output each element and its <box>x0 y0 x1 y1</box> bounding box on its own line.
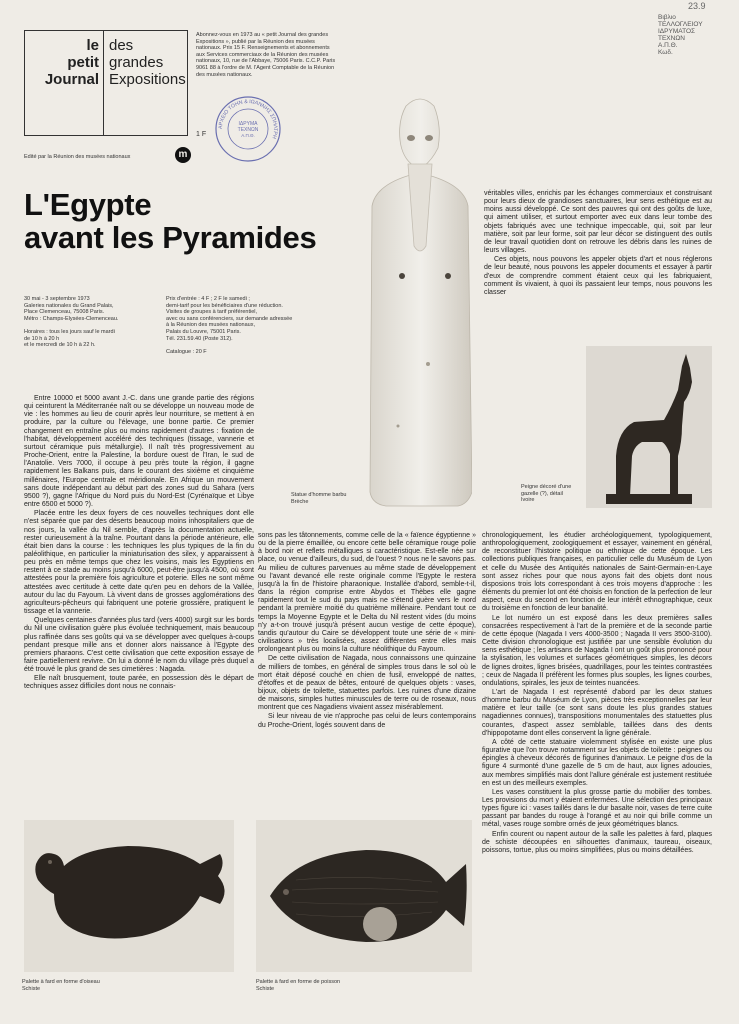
fish-palette-image <box>256 820 472 972</box>
publisher-logo: m <box>175 147 191 163</box>
paragraph: Placée entre les deux foyers de ces nouvelles techniques dont elle n'est séparée que par des déserts beaucoup moins inhospitaliers que de nos jours, la vallée du Nil semble, d'après la documentation actuelle, rester curieusement à la traîne. Pourtant dans la période antérieure, elle était bien dans la course : les techniques les plus typiques de la fin du paléolithique, en particulier la miniaturisation des silex, y apparaissent à peu près en même temps que chez les voisins, mais les Egyptiens en restent à ce stade au moins jusqu'à 6000, peut-être jusqu'à 4500, où sont attestées pour la première fois agriculture et poterie. Elles ne sont même attestées avec certitude à cette date qu'en peu en dehors de la Vallée, autour du lac du Fayoum. Là vivent dans de grosses agglomérations des agriculteurs-pêcheurs qui fabriquent une poterie grossière, pratiquent le tissage et la vannerie. <box>24 510 254 616</box>
column-2-text <box>258 532 476 731</box>
archive-ref-line: ΤΕΧΝΩΝ <box>658 35 685 42</box>
paragraph: Entre 10000 et 5000 avant J.-C. dans une grande partie des régions qui ceinturent la Méditerranée naît ou se développe un nouveau mode de vie : les hommes au lieu de courir après leur nourriture, se mettent à en produire, par la culture ou l'élevage, une bonne partie. Ce premier changement en entraîne plus ou moins rapidement d'autres : fixation de l'habitat, développement accéléré des techniques (tissage, vannerie et surtout céramique puis métallurgie). Il naît très progressivement au Proche-Orient, entre la Palestine, la bordure ouest de l'Iran, le sud de l'Anatolie. Vers 7000, il occupe à peu près toute la région, il gagne rapidement les Balkans puis, dans le courant des sixième et cinquième millénaires, l'Europe centrale et méridionale. En Afrique un mouvement sans doute indépendant au début part des zones sud du Sahara (vers 9500 ?), gagne l'Afrique du Nord puis du Nord-Est (Cyrénaïque et Libye entre 6500 et 5000 ?). <box>24 395 254 509</box>
masthead-line: petit <box>67 54 99 71</box>
column-3-bottom-text <box>482 532 712 856</box>
exhibition-dates-hours: 30 mai - 3 septembre 1973 Galeries nationales du Grand Palais, Place Clemenceau, 75008 Paris. Métro : Champs-Elysées-Clemenceau. Horaires : tous les jours sauf le mardi de 10 h à 20 h et le mercredi de 10 h à 22 h. <box>24 296 119 349</box>
subscription-notice: Abonnez-vous en 1973 au « petit Journal des grandes Expositions », publié par la Réunion des musées nationaux. Prix 15 F. Renseignements et abonnements aux Services commerciaux de la Réunion des musées nationaux, 10, rue de l'Abbaye, 75006 Paris. C.C.P. Paris 9061 88 à l'ordre de M. l'Agent Comptable de la Réunion des musées nationaux. <box>196 32 336 78</box>
stamp-ring-text: ΑΡΧΕΙΟ ΤΟΗΝ & ΙΩΑΝΝΗΣ ΣΠΗΛΤΡΗ <box>217 98 279 140</box>
title-line: L'Egypte <box>24 187 152 222</box>
paragraph: A côté de cette statuaire violemment stylisée en existe une plus figurative que l'on trouve notamment sur les objets de toilette : peignes ou épingles à cheveux décorés de figurines d'animaux. Le peigne d'os de la figure 4 surmonté d'une gazelle de 5 cm de haut, aux lignes adoucies, aux membres simplifiés mais dont l'allure générale est justement restituée en est un des meilleurs exemples. <box>482 738 712 787</box>
masthead-line: grandes <box>109 54 164 71</box>
paragraph: Ces objets, nous pouvons les appeler objets d'art et nous réglerons de leur beauté, nous pouvons les appeler documents et essayer à partir d'eux de comprendre comment étaient ceux qui les fabriquaient, comment ils vivaient, à quoi ils passaient leur temps, nous pouvons les classer <box>484 256 712 296</box>
stamp-line: ΤΕΧΝΩΝ <box>237 127 259 133</box>
archive-ref-line: Κωδ. <box>658 49 673 56</box>
masthead-divider <box>103 31 104 135</box>
masthead-line: des <box>109 37 134 54</box>
masthead <box>24 30 188 136</box>
caption-statue: Statue d'homme barbu Brèche <box>291 492 347 505</box>
paragraph: Enfin courent ou napent autour de la salle les palettes à fard, plaques de schiste découpées en silhouettes d'animaux, taureau, oiseaux, poissons, tortue, plus ou moins simplifiées, plus ou moins détaillées. <box>482 830 712 854</box>
bird-palette-image <box>24 820 234 972</box>
price: 1 F <box>196 131 207 138</box>
exhibition-prices: Prix d'entrée : 4 F ; 2 F le samedi ; demi-tarif pour les bénéficiaires d'une réduction. Visites de groupes à tarif préférentiel, avec ou sans conférenciers, sur demande adressée à la Réunion des musées nationaux, Palais du Louvre, 75001 Paris. Tél. 231.59.40 (Poste 312). Catalogue : 20 F <box>166 296 293 355</box>
column-3-top-text <box>484 190 712 298</box>
paragraph: chronologiquement, les étudier archéologiquement, typologiquement, anthropologiquement, zoologiquement et essayer, vainement en général, de reconstituer l'histoire politique ou ethnique de cette époque. Les collections publiques françaises, en particulier celle du Muséum de Lyon et celle du Musée des Antiquités nationales de Saint-Germain-en-Laye sont assez riches pour que nous ayons fait des objets dont nous disposions trois lots correspondant à ces trois moyens d'approche : les éléments du premier lot ont été choisis en fonction de la perfection de leur aspect, ceux du second en fonction de leur intérêt ethnographique, ceux du troisième en fonction de leur banalité. <box>482 532 712 613</box>
paragraph: véritables villes, enrichis par les échanges commerciaux et construisant pour leurs dieux de grandioses sanctuaires, leur sens esthétique est au moins aussi développé. Ce sont des pauvres qui ont des goûts de luxe, qui aiment utiliser, et surtout emporter avec eux dans leur tombe des objets fabriqués avec une technique impeccable, qui, soit par leur matière, soit par leur forme, soit par leur décor se distinguent des outils de leur travail quotidien dont on retrouve les débris dans les ruines de leurs villages. <box>484 190 712 255</box>
bird-palette-photo <box>24 820 234 972</box>
caption-fish-palette: Palette à fard en forme de poisson Schiste <box>256 979 341 992</box>
statue-bearded-man-image <box>368 96 472 508</box>
title-line: avant les Pyramides <box>24 220 317 255</box>
archive-number: 23.9 <box>688 1 706 11</box>
paragraph: L'art de Nagada I est représenté d'abord par les deux statues d'homme barbu du Muséum de Lyon, pièces très exceptionnelles par leur matière et leur taille (ce sont sans doute les plus grandes statues nagadiennes connues), transpositions monumentales des statuettes plus courantes, d'aspect assez semblable, taillées dans des dents d'hippopotame dont elles conservent la ligne générale. <box>482 688 712 737</box>
masthead-line: Journal <box>44 71 99 88</box>
archive-ref-line: ΙΔΡΥΜΑΤΟΣ <box>658 28 696 35</box>
stamp-line: Α.Π.Θ. <box>241 133 255 138</box>
publisher-note: Edité par la Réunion des musées nationaux <box>24 154 131 160</box>
fish-palette-photo <box>256 820 472 972</box>
masthead-line: Expositions <box>109 71 186 88</box>
paragraph: Les vases constituent la plus grosse partie du mobilier des tombes. Les provisions du mort y étaient enfermées. Une sélection des principaux types figure ici : vases taillés dans le dur basalte noir, vases de terre cuite passant par bandes du rouge à l'orangé et au noir qui brille comme un métal, vases rouge sombre ornés de jeux géométriques blancs. <box>482 788 712 829</box>
stamp-line: ΙΔΡΥΜΑ <box>238 121 258 127</box>
gazelle-comb-image <box>586 346 712 508</box>
archive-ref-line: Α.Π.Θ. <box>658 42 678 49</box>
gazelle-comb-photo <box>586 346 712 508</box>
caption-gazelle: Peigne décoré d'une gazelle (?), détail Ivoire <box>521 484 572 503</box>
masthead-le-petit-journal <box>45 37 99 88</box>
paragraph: Elle naît brusquement, toute parée, en possession dès le départ de techniques assez difficiles dont nous ne connais- <box>24 675 254 691</box>
paragraph: Le lot numéro un est exposé dans les deux premières salles consacrées respectivement à l'art de la première et de la seconde partie de cette époque (Nagada I vers 4000-3500 ; Nagada II vers 3500-3100). Cette division chronologique est justifiée par une sensible évolution du sens esthétique ; les artisans de Nagada I ont un goût plus prononcé pour la stylisation, les volumes et surfaces géométriques simples, les décors de lignes droites, lignes brisées, quadrillages, pour les teintes contrastées ; ceux de Nagada II préfèrent les formes plus souples, les lignes courbes, ondulations, spirales, les jeux de teintes nuancées. <box>482 614 712 687</box>
paragraph: sons pas les tâtonnements, comme celle de la « faïence égyptienne » ou de la pierre émaillée, ou encore cette belle céramique rouge polie à bord noir et reflets métalliques si caractéristique. Est-elle née sur place, ou venue d'ailleurs, du sud, de l'ouest ? nous ne le savons pas. Au milieu de cultures parvenues au même stade de développement ou l'avant devancé elle reste originale comme l'Egypte le restera jusqu'à la fin de l'histoire pharaonique. Installée d'abord, semble-t-il, dans la région comprise entre Abydos et Thèbes elle gagne rapidement tout le sud du pays mais ne s'étend guère vers le nord pendant la première moitié du quatrième millénaire. Pendant tout ce temps la Moyenne Egypte et le Delta du Nil restent vides (du moins n'y a-t-on trouvé jusqu'à présent aucun vestige de cette époque), tandis qu'autour du Caire se développent toute une série de « mini-civilisations » très localisées, assez différentes entre elles mais prolongeant plus ou moins la culture néolithique du Fayoum. <box>258 532 476 654</box>
archive-ref-line: ΤΕΛΛΟΓΛΕΙΟΥ <box>658 21 703 28</box>
paragraph: De cette civilisation de Nagada, nous connaissons une quinzaine de milliers de tombes, en général de simples trous dans le sol où le mort était déposé couché en chien de fusil, enveloppé de nattes, d'étoffes et de peaux de bêtes, entouré de quelques objets : vases, bijoux, objets de toilette, statuettes parfois. Les ruines d'une dizaine de maisons, simples huttes minuscules de terre ou de roseaux, nous montrent que ces Nagadiens vivaient assez misérablement. <box>258 655 476 712</box>
archive-stamp <box>214 95 282 163</box>
archive-reference <box>658 14 734 56</box>
archive-ref-line: Βιβλιο <box>658 14 676 21</box>
paragraph: Si leur niveau de vie n'approche pas celui de leurs contemporains du Proche-Orient, logés souvent dans de <box>258 713 476 729</box>
paragraph: Quelques centaines d'années plus tard (vers 4000) surgit sur les bords du Nil une civilisation guère plus évoluée techniquement, mais beaucoup plus raffinée dans ses goûts qui va se développer avec quelques à-coups pendant presque mille ans et donner alors naissance à l'Egypte des premiers pharaons. C'est cette civilisation que cette exposition essaye de faire partiellement revivre. On lui a donné le nom du village près duquel a été trouvé le plus grand de ses cimetières : Nagada. <box>24 617 254 674</box>
page-title <box>24 188 316 254</box>
masthead-des-grandes-expositions <box>109 37 186 88</box>
column-1-text <box>24 395 254 693</box>
masthead-line: le <box>86 37 99 54</box>
caption-bird-palette: Palette à fard en forme d'oiseau Schiste <box>22 979 100 992</box>
